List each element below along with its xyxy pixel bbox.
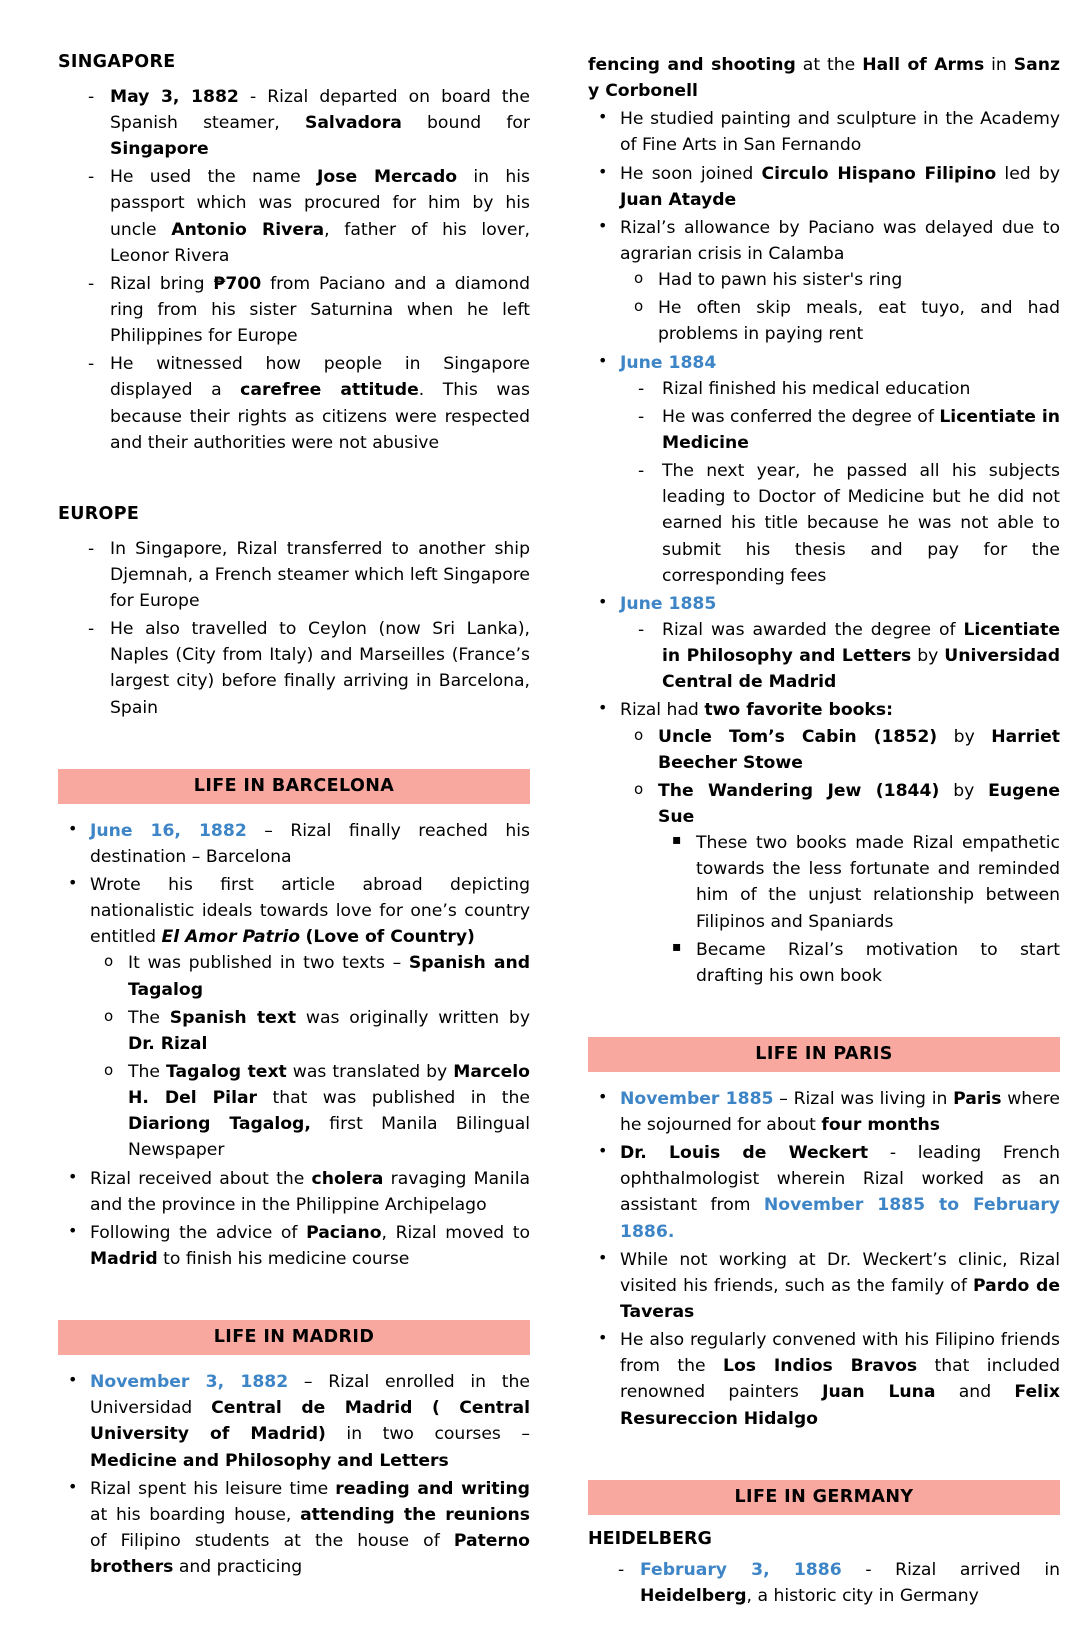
- section-heading-europe: EUROPE: [58, 503, 140, 524]
- list-item: fencing and shooting at the Hall of Arms in Sanz y Corbonell: [588, 55, 1061, 102]
- nested-list: [620, 724, 1060, 989]
- nested-list: [658, 830, 1060, 989]
- list-item: • Wrote his first article abroad depicting nationalistic ideals towards love for one’s country entitled El Amor Patrio (Love of Country) o It was published in two texts – Spanish and Tagalog o The Spanish text was originally written by Dr. Rizal o The Tagalog text was translated by Marcelo H. Del Pilar that was published in the Diariong Tagalog, first Manila Bilingual Newspaper: [58, 872, 530, 1164]
- list-item: o Uncle Tom’s Cabin (1852) by Harriet Beecher Stowe: [620, 724, 1060, 776]
- banner-life-in-germany: LIFE IN GERMANY: [588, 1480, 1060, 1515]
- list-item: • Rizal had two favorite books: o Uncle Tom’s Cabin (1852) by Harriet Beecher Stowe o The Wandering Jew (1844) by Eugene Sue ▪ These two books made Rizal empathetic towards the less fortunate and reminded him of the unjust relationship between Filipinos and Spaniards ▪ Became Rizal’s motivation to start drafting his own book: [588, 697, 1060, 989]
- list-madrid: [58, 1369, 530, 1580]
- list-item: ▪ Became Rizal’s motivation to start drafting his own book: [658, 937, 1060, 989]
- list-item: - He witnessed how people in Singapore displayed a carefree attitude. This was because their rights as citizens were respected and their authorities were not abusive: [58, 351, 530, 456]
- subheading-heidelberg: HEIDELBERG: [588, 1528, 712, 1549]
- list-item: o The Tagalog text was translated by Marcelo H. Del Pilar that was published in the Diariong Tagalog, first Manila Bilingual Newspaper: [90, 1059, 530, 1164]
- list-item: - He also travelled to Ceylon (now Sri Lanka), Naples (City from Italy) and Marseilles (France’s largest city) before finally arriving in Barcelona, Spain: [58, 616, 530, 721]
- list-item: o The Wandering Jew (1844) by Eugene Sue ▪ These two books made Rizal empathetic towards the less fortunate and reminded him of the unjust relationship between Filipinos and Spaniards ▪ Became Rizal’s motivation to start drafting his own book: [620, 778, 1060, 989]
- nested-list: [620, 617, 1060, 695]
- list-item: • He soon joined Circulo Hispano Filipino led by Juan Atayde: [588, 161, 1060, 213]
- list-item: ▪ These two books made Rizal empathetic towards the less fortunate and reminded him of the unjust relationship between Filipinos and Spaniards: [658, 830, 1060, 935]
- list-item: • While not working at Dr. Weckert’s clinic, Rizal visited his friends, such as the family of Pardo de Taveras: [588, 1247, 1060, 1325]
- spacer: [58, 458, 530, 504]
- section-heading-singapore: SINGAPORE: [58, 52, 176, 72]
- list-item: • Following the advice of Paciano, Rizal moved to Madrid to finish his medicine course: [58, 1220, 530, 1272]
- list-item: • June 1885 - Rizal was awarded the degree of Licentiate in Philosophy and Letters by Universidad Central de Madrid: [588, 591, 1060, 696]
- list-item: - He was conferred the degree of Licentiate in Medicine: [620, 404, 1060, 456]
- spacer: [588, 991, 1060, 1037]
- spacer: [588, 1434, 1060, 1480]
- list-singapore: [58, 84, 530, 456]
- list-item: • He studied painting and sculpture in the Academy of Fine Arts in San Fernando: [588, 106, 1060, 158]
- left-column: [58, 52, 530, 1582]
- list-item: • November 1885 – Rizal was living in Paris where he sojourned for about four months: [588, 1086, 1060, 1138]
- list-item: o Had to pawn his sister's ring: [620, 267, 1060, 293]
- list-item: • June 16, 1882 – Rizal finally reached his destination – Barcelona: [58, 818, 530, 870]
- nested-list: [620, 376, 1060, 589]
- list-item: o He often skip meals, eat tuyo, and had problems in paying rent: [620, 295, 1060, 347]
- list-item: • He also regularly convened with his Filipino friends from the Los Indios Bravos that included renowned painters Juan Luna and Felix Resureccion Hidalgo: [588, 1327, 1060, 1432]
- spacer: [58, 723, 530, 769]
- list-item: - Rizal finished his medical education: [620, 376, 1060, 402]
- list-heidelberg: [588, 1557, 1060, 1609]
- list-item: • Rizal’s allowance by Paciano was delayed due to agrarian crisis in Calamba o Had to pawn his sister's ring o He often skip meals, eat tuyo, and had problems in paying rent: [588, 215, 1060, 348]
- list-item: - February 3, 1886 - Rizal arrived in Heidelberg, a historic city in Germany: [588, 1557, 1060, 1609]
- list-item: o The Spanish text was originally written by Dr. Rizal: [90, 1005, 530, 1057]
- nested-list: [90, 950, 530, 1163]
- list-madrid-continued: [588, 52, 1060, 989]
- list-item: • Dr. Louis de Weckert - leading French ophthalmologist wherein Rizal worked as an assistant from November 1885 to February 1886.: [588, 1140, 1060, 1245]
- list-barcelona: [58, 818, 530, 1272]
- list-item: - He used the name Jose Mercado in his passport which was procured for him by his uncle Antonio Rivera, father of his lover, Leonor Rivera: [58, 164, 530, 269]
- banner-life-in-madrid: LIFE IN MADRID: [58, 1320, 530, 1355]
- banner-life-in-paris: LIFE IN PARIS: [588, 1037, 1060, 1072]
- list-item: - May 3, 1882 - Rizal departed on board the Spanish steamer, Salvadora bound for Singapore: [58, 84, 530, 162]
- list-item: - The next year, he passed all his subjects leading to Doctor of Medicine but he did not earned his title because he was not able to submit his thesis and pay for the corresponding fees: [620, 458, 1060, 589]
- list-europe: [58, 536, 530, 721]
- list-item: - Rizal was awarded the degree of Licentiate in Philosophy and Letters by Universidad Central de Madrid: [620, 617, 1060, 695]
- nested-list: [620, 267, 1060, 347]
- list-paris: [588, 1086, 1060, 1432]
- list-item: • November 3, 1882 – Rizal enrolled in the Universidad Central de Madrid ( Central University of Madrid) in two courses – Medicine and Philosophy and Letters: [58, 1369, 530, 1474]
- list-item: o It was published in two texts – Spanish and Tagalog: [90, 950, 530, 1002]
- list-item: • Rizal received about the cholera ravaging Manila and the province in the Philippine Archipelago: [58, 1166, 530, 1218]
- banner-life-in-barcelona: LIFE IN BARCELONA: [58, 769, 530, 804]
- list-item: • June 1884 - Rizal finished his medical education - He was conferred the degree of Licentiate in Medicine - The next year, he passed all his subjects leading to Doctor of Medicine but he did not earned his title because he was not able to submit his thesis and pay for the corresponding fees: [588, 350, 1060, 589]
- spacer: [58, 1274, 530, 1320]
- list-item: • Rizal spent his leisure time reading and writing at his boarding house, attending the reunions of Filipino students at the house of Paterno brothers and practicing: [58, 1476, 530, 1581]
- right-column: [588, 52, 1060, 1611]
- list-item: - Rizal bring ₱700 from Paciano and a diamond ring from his sister Saturnina when he left Philippines for Europe: [58, 271, 530, 349]
- list-item: - In Singapore, Rizal transferred to another ship Djemnah, a French steamer which left Singapore for Europe: [58, 536, 530, 614]
